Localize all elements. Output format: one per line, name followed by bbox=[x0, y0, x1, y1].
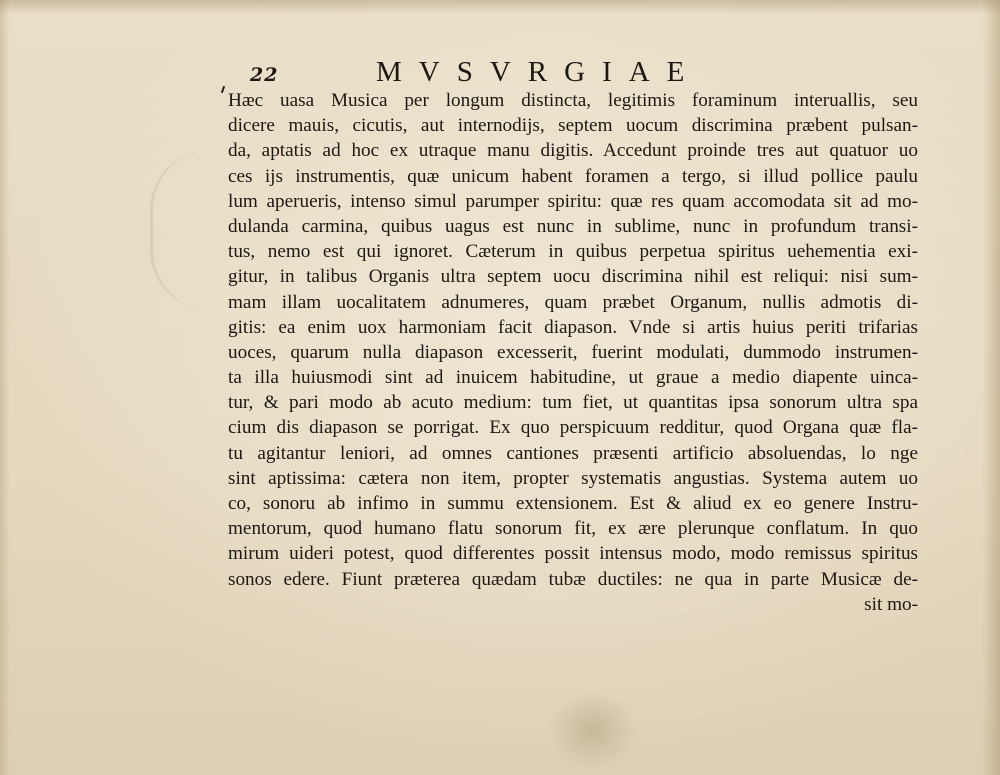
text-line: sint aptissima: cætera non item, propter systematis angustias. Systema autem uo bbox=[228, 467, 918, 489]
text-line: ces ijs instrumentis, quæ unicum habent foramen a tergo, si illud pollice paulu bbox=[228, 165, 918, 187]
page-edge-shadow-left bbox=[0, 0, 10, 775]
text-line: tu agitantur leniori, ad omnes cantiones præsenti artificio absoluendas, lo nge bbox=[228, 442, 918, 464]
text-line: lum aperueris, intenso simul parumper spiritu: quæ res quam accomodata sit ad mo- bbox=[228, 190, 918, 212]
text-line: mirum uideri potest, quod differentes possit intensus modo, modo remissus spiritus bbox=[228, 543, 918, 565]
text-line: Hæc uasa Musica per longum distincta, legitimis foraminum interuallis, seu bbox=[228, 90, 918, 111]
running-head: MVSVRGIAE bbox=[376, 56, 702, 88]
page-edge-shadow-right bbox=[982, 0, 1000, 775]
text-line: dicere mauis, cicutis, aut internodijs, septem uocum discrimina præbent pulsan- bbox=[228, 115, 918, 137]
ink-tick-mark bbox=[221, 86, 225, 93]
text-line: sonos edere. Fiunt præterea quædam tubæ ductiles: ne qua in parte Musicæ de- bbox=[228, 568, 918, 590]
text-line: tur, & pari modo ab acuto medium: tum fiet, ut quantitas ipsa sonorum ultra spa bbox=[228, 392, 918, 414]
text-line: tus, nemo est qui ignoret. Cæterum in quibus perpetua spiritus uehementia exi- bbox=[228, 241, 918, 263]
text-line: gitis: ea enim uox harmoniam facit diapason. Vnde si artis huius periti trifarias bbox=[228, 316, 918, 338]
text-line: cium dis diapason se porrigat. Ex quo perspicuum redditur, quod Organa quæ fla- bbox=[228, 417, 918, 439]
text-line: dulanda carmina, quibus uagus est nunc in sublime, nunc in profundum transi- bbox=[228, 215, 918, 237]
text-line: gitur, in talibus Organis ultra septem uocu discrimina nihil est reliqui: nisi sum- bbox=[228, 266, 918, 288]
body-text bbox=[228, 88, 918, 617]
catchword: sit mo- bbox=[864, 593, 918, 615]
text-line: da, aptatis ad hoc ex utraque manu digitis. Accedunt proinde tres aut quatuor uo bbox=[228, 140, 918, 162]
text-line: uoces, quarum nulla diapason excesserit, fuerint modulati, dummodo instrumen- bbox=[228, 341, 918, 363]
paper-stain bbox=[548, 690, 638, 770]
text-line: mentorum, quod humano flatu sonorum fit, ex ære plerunque conflatum. In quo bbox=[228, 518, 918, 540]
text-line: ta illa huiusmodi sint ad inuicem habitudine, ut graue a medio diapente uinca- bbox=[228, 367, 918, 389]
page-number: 22 bbox=[250, 64, 279, 86]
text-line: mam illam uocalitatem adnumeres, quam præbet Organum, nullis admotis di- bbox=[228, 291, 918, 313]
text-line: co, sonoru ab infimo in summu extensionem. Est & aliud ex eo genere Instru- bbox=[228, 493, 918, 514]
page-edge-shadow-top bbox=[0, 0, 1000, 14]
